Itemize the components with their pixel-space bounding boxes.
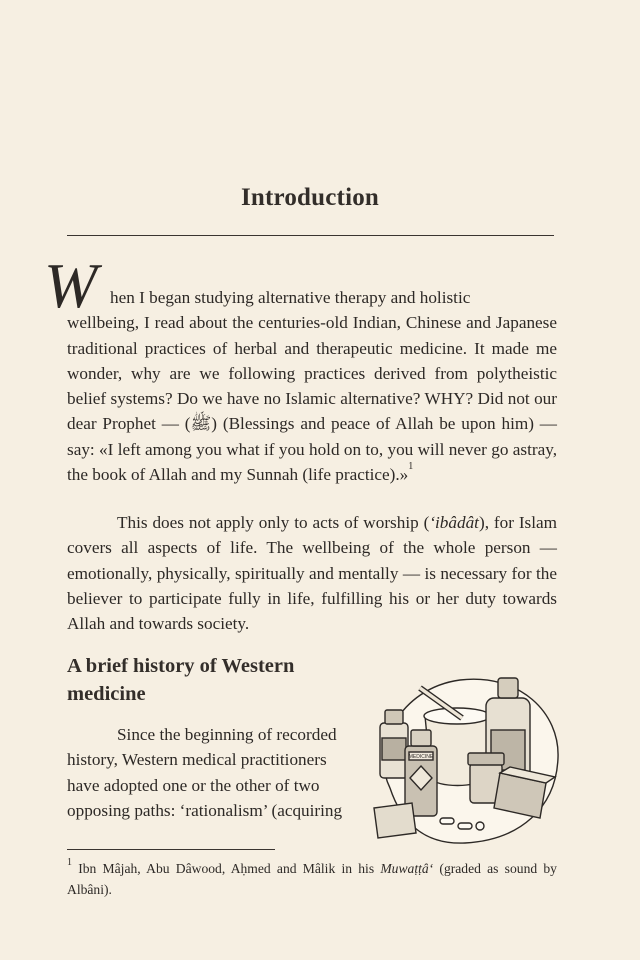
paragraph-intro-body: wellbeing, I read about the centuries-old Indian, Chinese and Japanese traditional practices of herbal and therapeutic medicine. It made me wonder, why are we following practices derived from polytheistic belief systems? Do we have no Islamic alternative? WHY? Did not our dear Prophet — (ﷺ) (Blessings and peace of Allah be upon him) — say: «I left among you what if you hold on to, you will never go astray, the book of Allah and my Sunnah (life practice).» bbox=[67, 313, 557, 485]
footnote-divider bbox=[67, 849, 275, 850]
section-heading: A brief history of Western medicine bbox=[67, 655, 295, 705]
paragraph-worship-end: ), for Islam covers all aspects of life. The wellbeing of the whole person — emotionally, physically, spiritually and mentally — is necessary for the believer to participate fully in life, fulfilling his or her duty towards Allah and towards society. bbox=[67, 513, 557, 634]
paragraph-intro-first-line: hen I began studying alternative therapy and holistic bbox=[110, 288, 471, 307]
medicine-bottles-illustration bbox=[360, 668, 565, 848]
illustration-label: MEDICINE bbox=[408, 754, 434, 760]
term-ibadat: ‘ibâdât bbox=[429, 513, 479, 532]
footnote-text-end: (graded as sound by Albâni). bbox=[67, 861, 557, 897]
title-divider bbox=[67, 235, 554, 236]
footnote-work-title: Muwaṭṭâ‘ bbox=[380, 861, 434, 876]
footnote-reference[interactable]: 1 bbox=[408, 461, 414, 473]
paragraph-history: Since the beginning of recorded history, Western medical practitioners have adopted one or the other of two opposing paths: ‘rationalism’ (acquiring bbox=[67, 725, 343, 820]
paragraph-intro bbox=[67, 285, 557, 487]
paragraph-worship-start: This does not apply only to acts of worship ( bbox=[117, 513, 430, 532]
footnote bbox=[67, 858, 557, 900]
footnote-text-start: Ibn Mâjah, Abu Dâwood, Aḥmed and Mâlik in his bbox=[78, 861, 381, 876]
drop-cap: W bbox=[44, 250, 98, 321]
chapter-title: Introduction bbox=[240, 184, 380, 211]
footnote-number: 1 bbox=[67, 857, 72, 868]
paragraph-worship bbox=[67, 510, 557, 636]
